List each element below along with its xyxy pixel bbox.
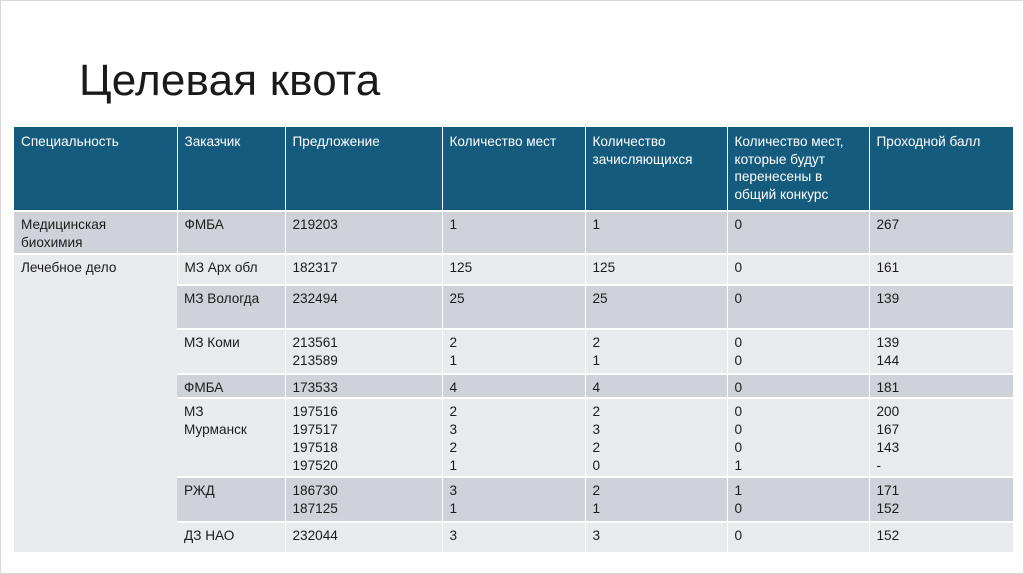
cell-score: 181 [869, 374, 1013, 398]
cell-transferred: 0 [727, 285, 869, 329]
cell-transferred: 0 [727, 374, 869, 398]
cell-transferred: 0 [727, 522, 869, 552]
cell-customer: МЗ Вологда [177, 285, 285, 329]
cell-customer: ФМБА [177, 211, 285, 254]
cell-transferred: 0 0 [727, 329, 869, 374]
cell-customer: МЗ Мурманск [177, 398, 285, 477]
cell-specialty: Медицинская биохимия [14, 211, 177, 254]
cell-transferred: 0 0 0 1 [727, 398, 869, 477]
cell-score: 171 152 [869, 477, 1013, 522]
cell-offer: 232494 [285, 285, 442, 329]
cell-places: 4 [442, 374, 585, 398]
cell-enrolled: 25 [585, 285, 727, 329]
cell-offer: 232044 [285, 522, 442, 552]
cell-offer: 173533 [285, 374, 442, 398]
header-score: Проходной балл [869, 127, 1013, 211]
cell-offer: 213561 213589 [285, 329, 442, 374]
cell-customer: МЗ Коми [177, 329, 285, 374]
cell-places: 3 [442, 522, 585, 552]
table-row [14, 254, 1013, 285]
header-specialty: Специальность [14, 127, 177, 211]
table-header-row [14, 127, 1013, 211]
cell-enrolled: 125 [585, 254, 727, 285]
cell-enrolled: 4 [585, 374, 727, 398]
cell-enrolled: 1 [585, 211, 727, 254]
cell-specialty: Лечебное дело [14, 254, 177, 552]
cell-customer: РЖД [177, 477, 285, 522]
header-customer: Заказчик [177, 127, 285, 211]
cell-customer: МЗ Арх обл [177, 254, 285, 285]
cell-places: 2 1 [442, 329, 585, 374]
cell-places: 3 1 [442, 477, 585, 522]
cell-places: 25 [442, 285, 585, 329]
header-transferred: Количество мест, которые будут перенесены в общий конкурс [727, 127, 869, 211]
header-enrolled: Количество зачисляющихся [585, 127, 727, 211]
cell-places: 2 3 2 1 [442, 398, 585, 477]
page-title: Целевая квота [79, 56, 381, 105]
cell-transferred: 0 [727, 211, 869, 254]
cell-enrolled: 2 1 [585, 477, 727, 522]
cell-offer: 186730 187125 [285, 477, 442, 522]
cell-customer: ФМБА [177, 374, 285, 398]
cell-score: 152 [869, 522, 1013, 552]
cell-score: 139 144 [869, 329, 1013, 374]
cell-places: 125 [442, 254, 585, 285]
cell-transferred: 0 [727, 254, 869, 285]
cell-enrolled: 3 [585, 522, 727, 552]
cell-enrolled: 2 3 2 0 [585, 398, 727, 477]
cell-score: 267 [869, 211, 1013, 254]
cell-transferred: 1 0 [727, 477, 869, 522]
cell-offer: 197516 197517 197518 197520 [285, 398, 442, 477]
quota-table [14, 127, 1013, 552]
cell-score: 200 167 143 - [869, 398, 1013, 477]
table-row [14, 211, 1013, 254]
cell-customer: ДЗ НАО [177, 522, 285, 552]
cell-score: 161 [869, 254, 1013, 285]
header-offer: Предложение [285, 127, 442, 211]
cell-score: 139 [869, 285, 1013, 329]
header-places: Количество мест [442, 127, 585, 211]
cell-enrolled: 2 1 [585, 329, 727, 374]
cell-offer: 182317 [285, 254, 442, 285]
cell-offer: 219203 [285, 211, 442, 254]
cell-places: 1 [442, 211, 585, 254]
